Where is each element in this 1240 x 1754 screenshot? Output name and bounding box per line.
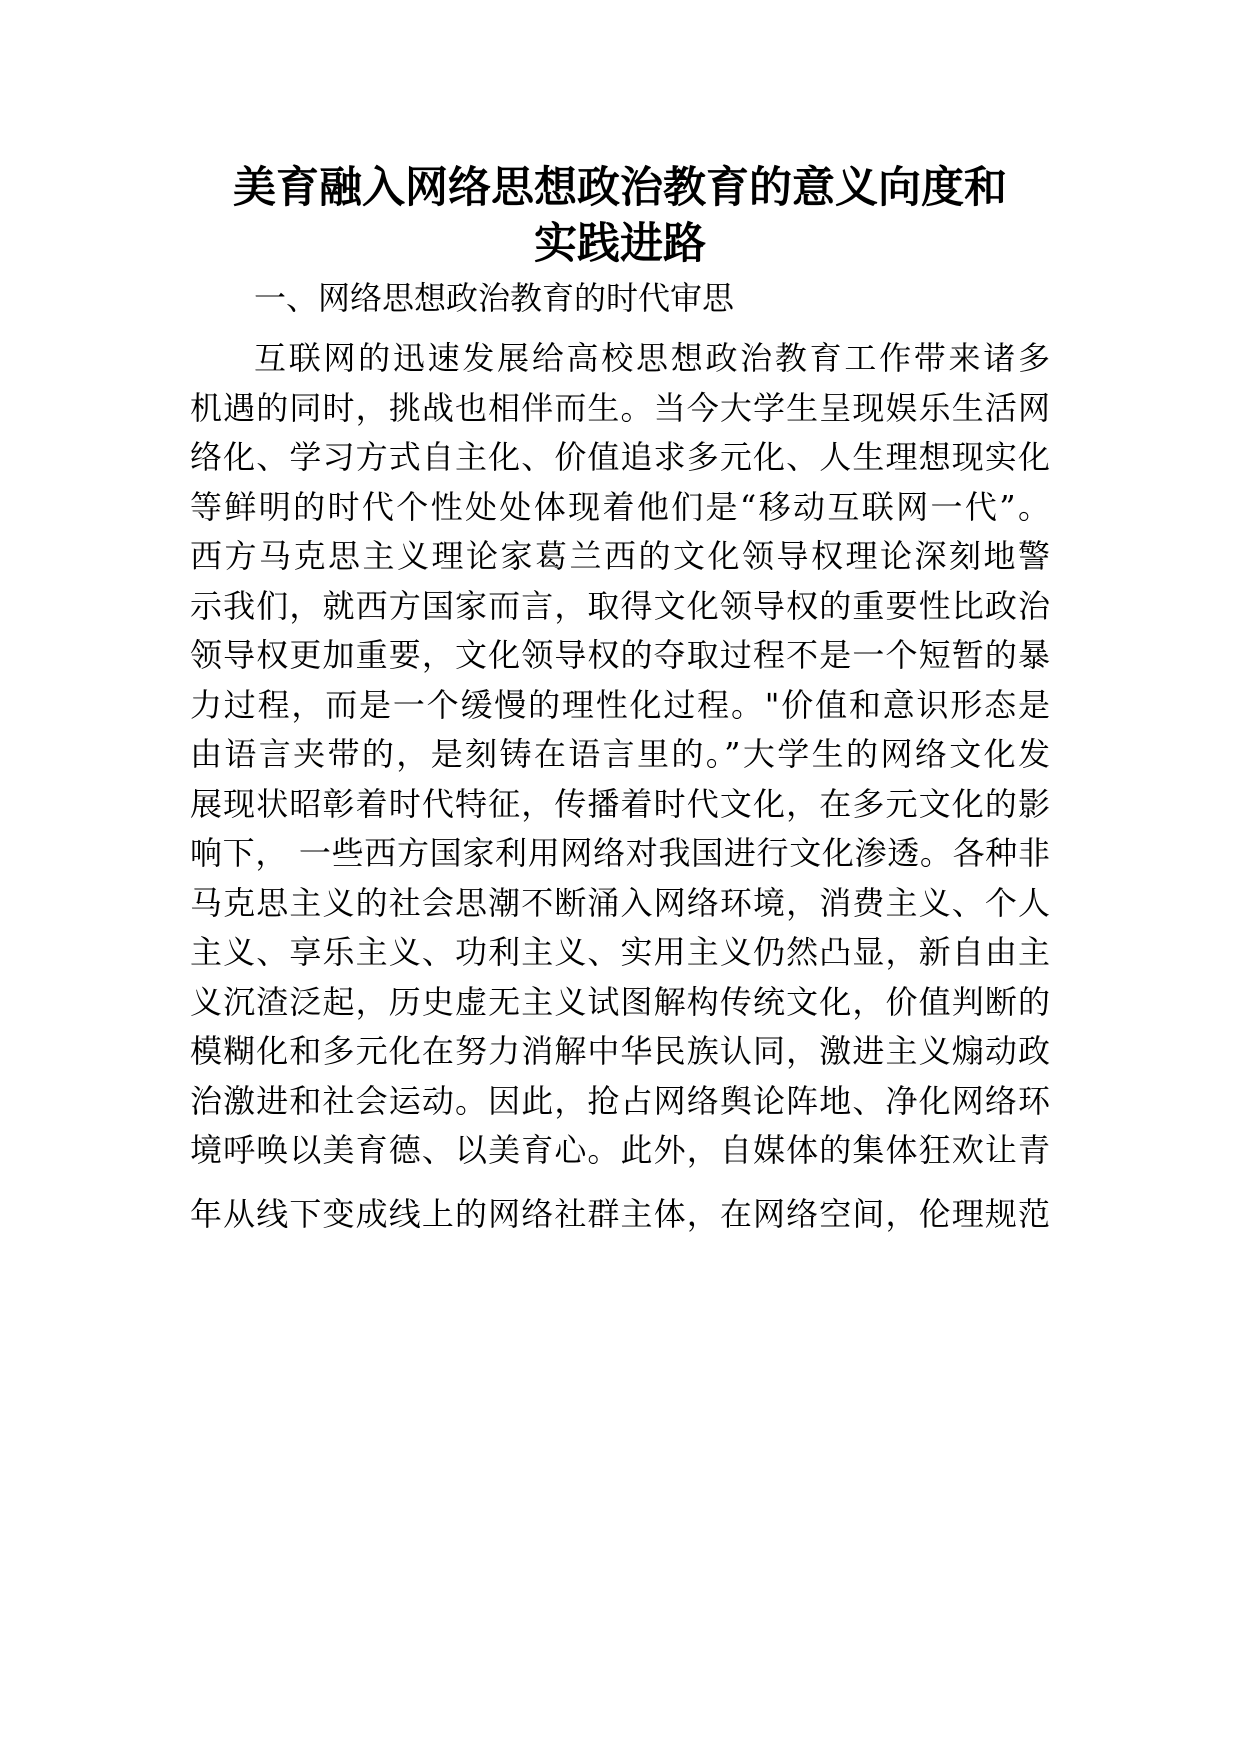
paragraph-line: 境呼唤以美育德、以美育心。此外，自媒体的集体狂欢让青 [190,1131,1050,1169]
document-body [190,274,1050,1239]
paragraph-line: 西方马克思主义理论家葛兰西的文化领导权理论深刻地警 [190,537,1050,575]
paragraph-line: 力过程，而是一个缓慢的理性化过程。"价值和意识形态是 [190,685,1050,724]
paragraph-line: 机遇的同时，挑战也相伴而生。当今大学生呈现娱乐生活网 [190,388,1050,427]
title-line-2: 实践进路 [534,219,706,269]
paragraph-line: 年从线下变成线上的网络社群主体，在网络空间，伦理规范 [190,1194,1050,1233]
paragraph-line: 响下， 一些西方国家利用网络对我国进行文化渗透。各种非 [190,834,1050,872]
paragraph-line: 展现状昭彰着时代特征，传播着时代文化，在多元文化的影 [190,784,1050,823]
section-heading: 一、网络思想政治教育的时代审思 [254,279,735,317]
paragraph-line: 模糊化和多元化在努力消解中华民族认同，激进主义煽动政 [190,1032,1050,1070]
document-title [150,160,1090,272]
paragraph-line: 等鲜明的时代个性处处体现着他们是“移动互联网一代”。 [190,487,1050,526]
paragraph-line: 主义、享乐主义、功利主义、实用主义仍然凸显，新自由主 [190,933,1050,971]
paragraph-line: 互联网的迅速发展给高校思想政治教育工作带来诸多 [254,339,1050,377]
title-line-1: 美育融入网络思想政治教育的意义向度和 [233,163,1007,213]
paragraph-line: 义沉渣泛起，历史虚无主义试图解构传统文化，价值判断的 [190,982,1050,1021]
paragraph-line: 马克思主义的社会思潮不断涌入网络环境，消费主义、个人 [190,883,1050,922]
paragraph-line: 领导权更加重要，文化领导权的夺取过程不是一个短暂的暴 [190,636,1050,674]
paragraph-line: 由语言夹带的，是刻铸在语言里的。”大学生的网络文化发 [190,735,1050,773]
paragraph [190,334,1050,1239]
paragraph-line: 治激进和社会运动。因此，抢占网络舆论阵地、净化网络环 [190,1081,1050,1120]
paragraph-line: 络化、学习方式自主化、价值追求多元化、人生理想现实化 [190,438,1050,476]
paragraph-line: 示我们，就西方国家而言，取得文化领导权的重要性比政治 [190,586,1050,625]
